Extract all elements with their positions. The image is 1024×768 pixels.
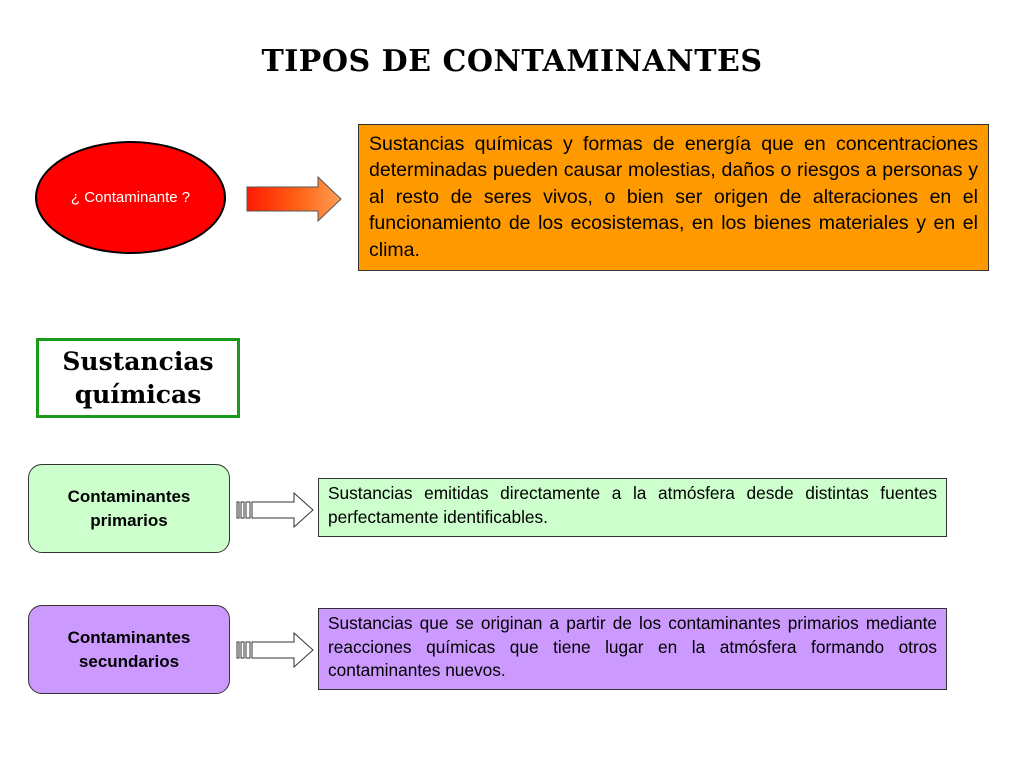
- contaminant-question-label: ¿ Contaminante ?: [70, 189, 191, 206]
- primary-contaminants-box: [28, 464, 230, 553]
- definition-box: Sustancias químicas y formas de energía que en concentraciones determinadas pueden causar molestias, daños o riesgos a personas y al resto de seres vivos, o bien ser origen de alteraciones en el funcionamiento de los ecosistemas, en los bienes materiales y en el clima.: [358, 124, 989, 271]
- section-heading-line2: químicas: [74, 380, 202, 409]
- section-heading-line1: Sustancias: [62, 347, 214, 376]
- secondary-description-box: Sustancias que se originan a partir de los contaminantes primarios mediante reacciones químicas que tiene lugar en la atmósfera formando otros contaminantes nuevos.: [318, 608, 947, 690]
- striped-right-arrow-icon: [236, 492, 314, 528]
- primary-description-box: Sustancias emitidas directamente a la atmósfera desde distintas fuentes perfectamente identificables.: [318, 478, 947, 537]
- page-title: TIPOS DE CONTAMINANTES: [261, 44, 763, 79]
- secondary-label-line1: Contaminantes: [67, 627, 191, 647]
- gradient-right-arrow-icon: [246, 176, 342, 222]
- contaminant-question-ellipse: [35, 141, 226, 254]
- primary-label-line1: Contaminantes: [67, 486, 191, 506]
- section-heading-box: [36, 338, 240, 418]
- secondary-label-line2: secundarios: [78, 651, 180, 671]
- primary-label-line2: primarios: [90, 510, 168, 530]
- striped-right-arrow-icon: [236, 632, 314, 668]
- secondary-contaminants-box: [28, 605, 230, 694]
